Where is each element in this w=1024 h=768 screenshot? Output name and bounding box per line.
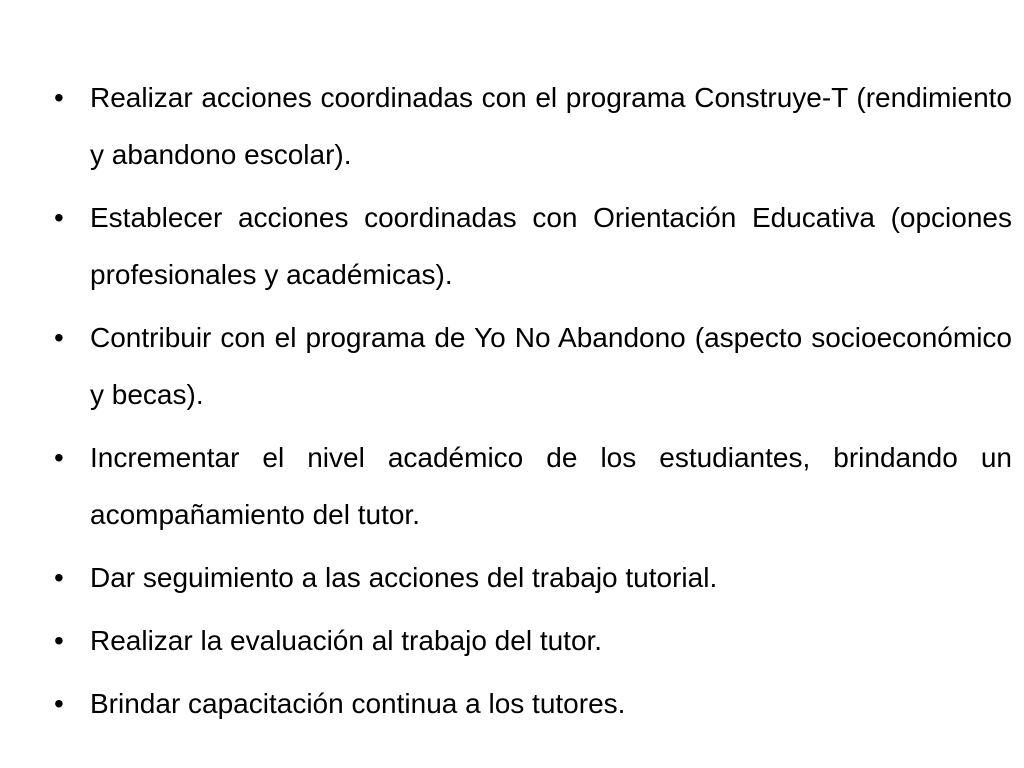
list-item — [54, 309, 1012, 423]
list-item-text: Contribuir con el programa de Yo No Abandono (aspecto socioeconómico y becas). — [90, 322, 1012, 410]
list-item — [54, 612, 1012, 669]
list-item-text: Incrementar el nivel académico de los estudiantes, brindando un acompañamiento del tutor. — [90, 442, 1012, 530]
list-item-text: Realizar acciones coordinadas con el programa Construye-T (rendimiento y abandono escolar). — [90, 82, 1012, 170]
list-item — [54, 189, 1012, 303]
list-item-text: Dar seguimiento a las acciones del trabajo tutorial. — [90, 562, 718, 593]
bullet-icon: • — [54, 442, 64, 473]
bullet-icon: • — [54, 82, 64, 113]
bullet-icon: • — [54, 202, 64, 233]
bullet-icon: • — [54, 322, 64, 353]
list-item — [54, 429, 1012, 543]
list-item-text: Brindar capacitación continua a los tutores. — [90, 688, 626, 719]
list-item — [54, 69, 1012, 183]
list-item-text: Realizar la evaluación al trabajo del tutor. — [90, 625, 603, 656]
list-item-text: Establecer acciones coordinadas con Orientación Educativa (opciones profesionales y académicas). — [90, 202, 1012, 290]
bullet-icon: • — [54, 625, 64, 656]
bullet-list — [54, 69, 1012, 738]
list-item — [54, 675, 1012, 732]
bullet-icon: • — [54, 688, 64, 719]
list-item — [54, 549, 1012, 606]
bullet-icon: • — [54, 562, 64, 593]
